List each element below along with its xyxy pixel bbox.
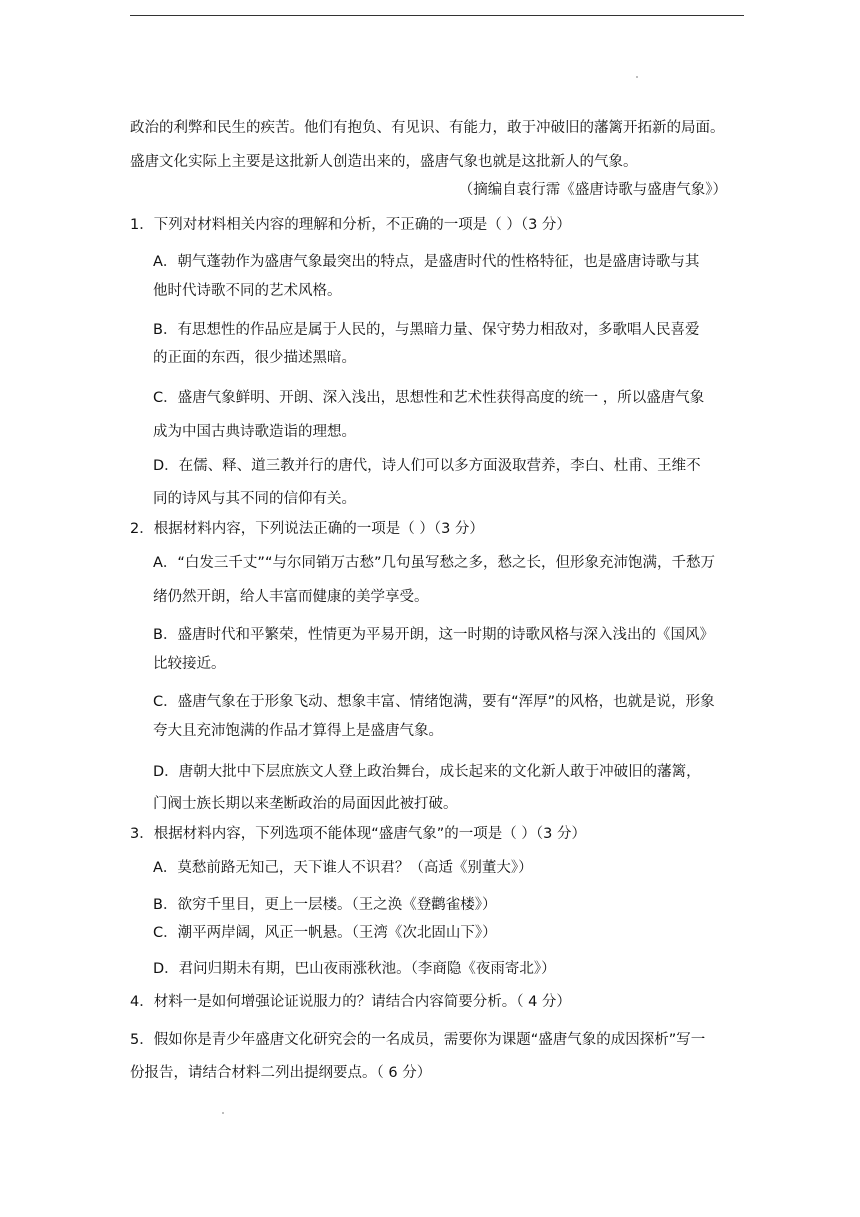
q2-option-c-cont: 夸大且充沛饱满的作品才算得上是盛唐气象。 (153, 723, 443, 739)
q3-option-c: C．潮平两岸阔，风正一帆悬。（王湾《次北固山下》） (153, 925, 497, 941)
question-4-stem: 4．材料一是如何增强论证说服力的？请结合内容简要分析。（ 4 分） (130, 994, 571, 1010)
q2-option-c: C．盛唐气象在于形象飞动、想象丰富、情绪饱满，要有“浑厚”的风格，也就是说，形象 (153, 694, 715, 710)
stray-dot (222, 1112, 224, 1114)
q1-option-d-cont: 同的诗风与其不同的信仰有关。 (153, 491, 356, 507)
stray-dot (636, 76, 638, 78)
q2-option-d: D．唐朝大批中下层庶族文人登上政治舞台，成长起来的文化新人敢于冲破旧的藩篱， (153, 764, 701, 780)
question-3-stem: 3．根据材料内容，下列选项不能体现“盛唐气象”的一项是（ ）（3 分） (130, 826, 586, 842)
header-rule (130, 15, 744, 16)
q2-option-b-cont: 比较接近。 (153, 656, 226, 672)
question-1-stem: 1．下列对材料相关内容的理解和分析，不正确的一项是（ ）（3 分） (130, 217, 571, 233)
passage-source: （摘编自袁行霈《盛唐诗歌与盛唐气象》） (458, 182, 727, 198)
question-5-stem: 5．假如你是青少年盛唐文化研究会的一名成员，需要你为课题“盛唐气象的成因探析”写一 (130, 1032, 706, 1048)
q2-option-d-cont: 门阀士族长期以来垄断政治的局面因此被打破。 (153, 796, 458, 812)
q2-option-a: A．“白发三千丈”“与尔同销万古愁”几句虽写愁之多，愁之长，但形象充沛饱满，千愁万 (153, 555, 715, 571)
q1-option-c: C．盛唐气象鲜明、开朗、深入浅出，思想性和艺术性获得高度的统一 ，所以盛唐气象 (153, 390, 705, 406)
q1-option-b-cont: 的正面的东西，很少描述黑暗。 (153, 350, 356, 366)
q3-option-a: A．莫愁前路无知己，天下谁人不识君？（高适《别董大》） (153, 860, 533, 876)
question-5-stem-cont: 份报告，请结合材料二列出提纲要点。（ 6 分） (130, 1065, 432, 1081)
q1-option-a: A．朝气蓬勃作为盛唐气象最突出的特点，是盛唐时代的性格特征，也是盛唐诗歌与其 (153, 254, 700, 270)
q1-option-b: B．有思想性的作品应是属于人民的，与黑暗力量、保守势力相敌对，多歌唱人民喜爱 (153, 322, 700, 338)
q2-option-a-cont: 绪仍然开朗，给人丰富而健康的美学享受。 (153, 589, 429, 605)
q1-option-c-cont: 成为中国古典诗歌造诣的理想。 (153, 424, 356, 440)
q1-option-a-cont: 他时代诗歌不同的艺术风格。 (153, 283, 342, 299)
q2-option-b: B．盛唐时代和平繁荣，性情更为平易开朗，这一时期的诗歌风格与深入浅出的《国风》 (153, 627, 714, 643)
passage-line: 盛唐文化实际上主要是这批新人创造出来的，盛唐气象也就是这批新人的气象。 (130, 154, 638, 170)
question-2-stem: 2．根据材料内容，下列说法正确的一项是（ ）（3 分） (130, 521, 484, 537)
q1-option-d: D．在儒、释、道三教并行的唐代，诗人们可以多方面汲取营养，李白、杜甫、王维不 (153, 458, 701, 474)
q3-option-b: B．欲穷千里目，更上一层楼。（王之涣《登鹳雀楼》） (153, 897, 497, 913)
passage-line: 政治的利弊和民生的疾苦。他们有抱负、有见识、有能力，敢于冲破旧的藩篱开拓新的局面。 (130, 120, 725, 136)
q3-option-d: D．君问归期未有期，巴山夜雨涨秋池。（李商隐《夜雨寄北》） (153, 961, 556, 977)
